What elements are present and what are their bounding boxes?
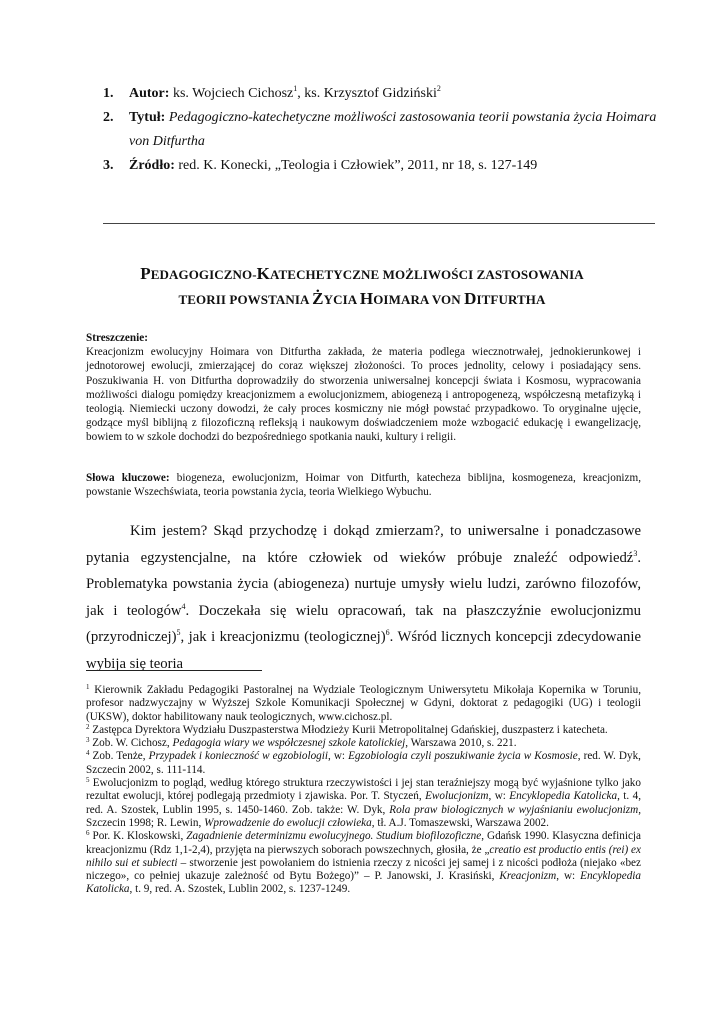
meta-author-text-2: , ks. Krzysztof Gidziński: [297, 86, 437, 101]
abstract: [86, 331, 641, 445]
footnote-ref[interactable]: 2: [436, 84, 441, 93]
footnote-ref[interactable]: 1: [293, 84, 298, 93]
meta-source: [103, 154, 663, 178]
footnote-ref[interactable]: 6: [385, 628, 390, 638]
title-line-1: PEDAGOGICZNO-KATECHETYCZNE MOŻLIWOŚCI ZASTOSOWANIA: [140, 264, 584, 283]
footnote-4: $^4$ Zob. Tenże, Przypadek i konieczność w egzobiologii, w: Egzobiologia czyli poszukiwanie życia w Kosmosie, red. W. Dyk, Szczecin 2002, s. 111-114.: [86, 749, 641, 776]
footnote-1: $^1$ Kierownik Zakładu Pedagogiki Pastoralnej na Wydziale Teologicznym Uniwersytetu Mikołaja Kopernika w Toruniu, profesor nadzwyczajny w Wyższej Szkole Komunikacji Społecznej w Gdyni, doktorat z pedagogiki (UG) i teologii (UKSW), doktor habilitowany nauk teologicznych, www.cichosz.pl.: [86, 683, 641, 723]
meta-author: [103, 82, 663, 106]
meta-label: Tytuł:: [129, 110, 166, 125]
meta-author-text: ks. Wojciech Cichosz: [172, 86, 294, 101]
footnote-6: $^6$ Por. K. Kloskowski, Zagadnienie determinizmu ewolucyjnego. Studium biofilozoficzne, Gdańsk 1990. Klasyczna definicja kreacjonizmu (Rdz 1,1-2,4), przyjęta na pierwszych soborach powszechnych, głosiła, że „creatio est productio entis (rei) ex nihilo sui et subiecti – stworzenie jest powołaniem do istnienia rzeczy z nicości jej samej i z nicości podłoża (niejako «bez niczego», co pełniej ukazuje zależność od Bytu Bożego)” – P. Janowski, J. Krasiński, Kreacjonizm, w: Encyklopedia Katolicka, t. 9, red. A. Szostek, Lublin 2002, s. 1237-1249.: [86, 829, 641, 896]
meta-number: 3.: [103, 158, 114, 173]
footnote-ref[interactable]: 3: [633, 548, 638, 558]
body-paragraph: Kim jestem? Skąd przychodzę i dokąd zmierzam?, to uniwersalne i ponadczasowe pytania egzystencjalne, na które człowiek od wieków próbuje znaleźć odpowiedź$^3$. Problematyka powstania życia (abiogeneza) nurtuje umysły wielu ludzi, zarówno filozofów, jak i teologów$^4$. Doczekała się wielu opracowań, tak na płaszczyźnie ewolucjonizmu (przyrodniczej)$^5$, jak i kreacjonizmu (teologicznej)$^6$. Wśród licznych koncepcji zdecydowanie wybija się teoria: [86, 523, 642, 672]
article-title: [70, 262, 654, 312]
footnote-ref[interactable]: 5: [176, 628, 181, 638]
meta-number: 2.: [103, 110, 114, 125]
meta-label: Autor:: [129, 86, 170, 101]
keywords: [86, 471, 641, 499]
meta-number: 1.: [103, 86, 114, 101]
meta-title: [103, 106, 663, 154]
footnote-separator: [86, 670, 262, 671]
meta-title-text: Pedagogiczno-katechetyczne możliwości zastosowania teorii powstania życia Hoimara von Ditfurtha: [129, 110, 657, 149]
meta-source-text: red. K. Konecki, „Teologia i Człowiek”, 2011, nr 18, s. 127-149: [178, 158, 538, 173]
footnote-3: $^3$ Zob. W. Cichosz, Pedagogia wiary we współczesnej szkole katolickiej, Warszawa 2010, s. 221.: [86, 736, 517, 750]
metadata-list: [103, 82, 663, 178]
body-text: [86, 518, 641, 678]
keywords-heading: Słowa kluczowe:: [86, 472, 170, 484]
title-line-2: TEORII POWSTANIA ŻYCIA HOIMARA VON DITFURTHA: [178, 289, 546, 308]
horizontal-divider: [103, 223, 655, 224]
abstract-text: Kreacjonizm ewolucyjny Hoimara von Ditfurtha zakłada, że materia podlega wiecznotrwałej, jednokierunkowej i jednotorowej ewolucji, zmierzającej do coraz większej złożoności. To proces jednolity, celowy i posiadający sens. Poszukiwania H. von Ditfurtha doprowadziły do stworzenia uniwersalnej koncepcji świata i Kosmosu, wypracowania możliwości dialogu pomiędzy kreacjonizmem a ewolucjonizmem, abiogenezą i antropogenezą, współczesną metafizyką i teologią. Niemiecki uczony dowodzi, że cały proces kosmiczny nie mógł powstać przypadkowo. To oryginalne ujęcie, godzące myśl biblijną z filozoficzną refleksją i naukowym doświadczeniem może wzbogacić edukację i ewangelizację, bowiem to w szkole dochodzi do bezpośredniego spotkania nauki, kultury i religii.: [86, 346, 641, 444]
footnotes: [86, 684, 641, 897]
abstract-heading: Streszczenie:: [86, 332, 148, 344]
keywords-text: biogeneza, ewolucjonizm, Hoimar von Ditfurth, katecheza biblijna, kosmogeneza, kreacjonizm, powstanie Wszechświata, teoria powstania życia, teoria Wielkiego Wybuchu.: [86, 472, 641, 499]
footnote-5: $^5$ Ewolucjonizm to pogląd, według którego struktura rzeczywistości i jej stan teraźniejszy mogą być wyjaśnione tylko jako rezultat ewolucji, której podlegają przedmioty i zjawiska. Por. T. Styczeń, Ewolucjonizm, w: Encyklopedia Katolicka, t. 4, red. A. Szostek, Lublin 1995, s. 1450-1460. Zob. także: W. Dyk, Rola praw biologicznych w wyjaśnianiu ewolucjonizm, Szczecin 1998; R. Lewin, Wprowadzenie do ewolucji człowieka, tł. A.J. Tomaszewski, Warszawa 2002.: [86, 776, 642, 829]
footnote-2: $^2$ Zastępca Dyrektora Wydziału Duszpasterstwa Młodzieży Kurii Metropolitalnej Gdańskiej, duszpasterz i katecheta.: [86, 722, 608, 736]
meta-label: Źródło:: [129, 158, 175, 173]
footnote-ref[interactable]: 4: [181, 601, 186, 611]
